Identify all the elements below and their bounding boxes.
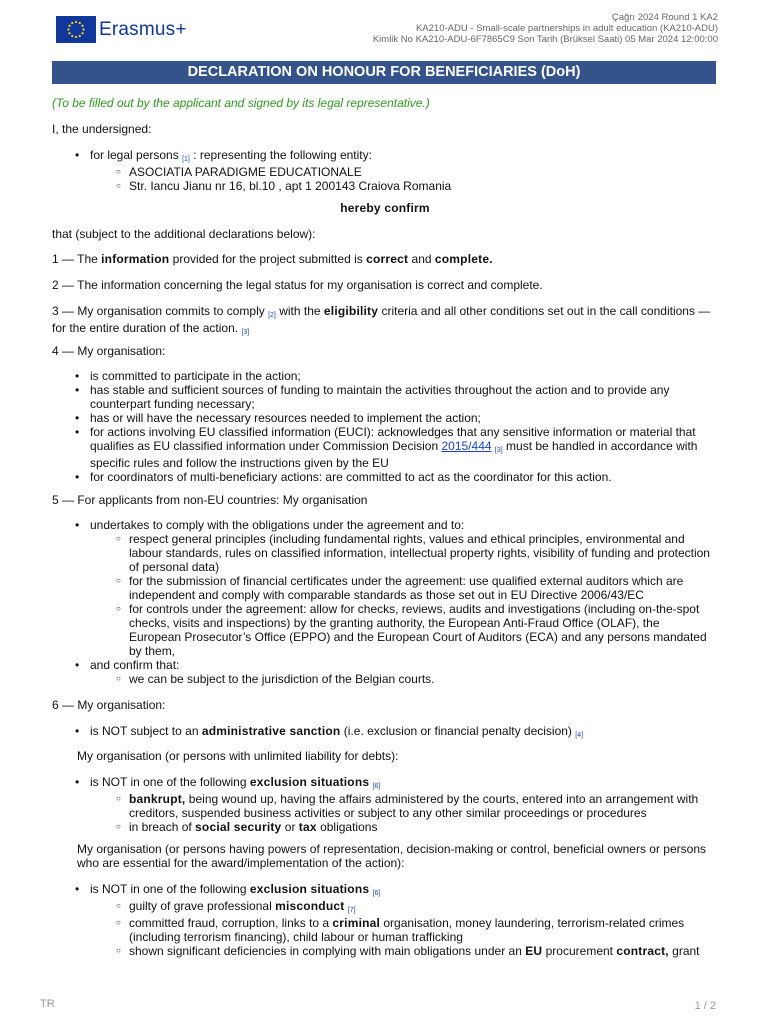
footnote-ref[interactable]: [7]	[347, 907, 356, 914]
d6-bold: administrative sanction	[201, 724, 341, 738]
list-item: • for coordinators of multi-beneficiary actions: are committed to act as the coordinator for this action.	[52, 470, 718, 484]
d6-text: creditors, suspended business activities or subject to any other similar proceedings or procedures	[129, 806, 647, 820]
declaration-6-item-2	[52, 775, 718, 834]
instruction-text: (To be filled out by the applicant and signed by its legal representative.)	[52, 96, 430, 110]
d6-text: shown significant deficiencies in complying with main obligations under an	[129, 944, 526, 958]
d3-text: for the entire duration of the action.	[52, 321, 242, 335]
declaration-5-head: 5 — For applicants from non-EU countries: My organisation	[52, 493, 368, 507]
d6-text: or	[281, 820, 299, 834]
d4-line: • for actions involving EU classified information (EUCI): acknowledges that any sensitive information or material that	[90, 425, 696, 439]
list-item: • is committed to participate in the action;	[52, 369, 718, 383]
list-item: • undertakes to comply with the obligations under the agreement and to:	[52, 518, 718, 532]
footer-language: TR	[40, 998, 55, 1010]
declaration-4-head: 4 — My organisation:	[52, 344, 166, 358]
d6-bold: exclusion situations	[249, 882, 370, 896]
footnote-ref[interactable]: [2]	[268, 312, 276, 319]
eu-flag-icon	[56, 16, 96, 43]
d3-text: 3 — My organisation commits to comply	[52, 304, 269, 318]
page-number: 1 / 2	[694, 1000, 716, 1012]
d5-line: ○ for the submission of financial certificates under the agreement: use qualified external auditors which are	[129, 574, 684, 588]
declaration-6-item-1	[52, 724, 718, 741]
d6-text: committed fraud, corruption, links to a	[129, 916, 333, 930]
d6-text: organisation, money laundering, terrorism-related crimes	[380, 916, 685, 930]
d5-line: checks, visits and inspections) by the granting authority, the European Anti-Fraud Office (OLAF), the	[129, 616, 660, 630]
sub-item	[52, 792, 718, 820]
confirm-heading	[52, 201, 718, 215]
d1-text: and	[408, 252, 435, 266]
list-item: • and confirm that:	[52, 658, 718, 672]
d6-bold: exclusion situations	[249, 775, 370, 789]
legal-intro: for legal persons	[90, 148, 179, 162]
d6-bold: criminal	[332, 916, 381, 930]
document-title: DECLARATION ON HONOUR FOR BENEFICIARIES (DoH)	[52, 61, 716, 84]
d6-text: is NOT in one of the following	[90, 775, 250, 789]
d4-line: qualifies as EU classified information under Commission Decision	[90, 439, 442, 453]
d5-line: ○ for controls under the agreement: allow for checks, reviews, audits and investigations (including on-the-spot	[129, 602, 700, 616]
d6-text: procurement	[542, 944, 617, 958]
d6-bold: EU	[525, 944, 543, 958]
call-action: KA210-ADU - Small-scale partnerships in adult education (KA210-ADU)	[415, 23, 718, 34]
d1-bold: information	[101, 252, 170, 266]
list-item	[52, 383, 718, 411]
page-header	[52, 10, 718, 50]
d6-bold: misconduct	[275, 899, 345, 913]
call-info	[373, 12, 718, 45]
undersigned-text: I, the undersigned:	[52, 122, 152, 136]
d5-line: of personal data)	[129, 560, 220, 574]
declaration-6-item-3	[52, 882, 718, 958]
entity-name: ○ ASOCIATIA PARADIGME EDUCATIONALE	[52, 165, 718, 179]
d6-paragraph-1: My organisation (or persons with unlimited liability for debts):	[77, 749, 399, 763]
d1-text: provided for the project submitted is	[169, 252, 367, 266]
footnote-ref[interactable]: [3]	[241, 329, 250, 336]
d6-text: My organisation (or persons having powers of representation, decision-making or control, beneficial owners or persons	[77, 842, 706, 856]
declaration-4-list	[52, 369, 718, 484]
d6-text: obligations	[316, 820, 378, 834]
legal-person-list	[52, 148, 718, 193]
d6-text: in breach of	[129, 820, 196, 834]
d1-bold: complete.	[434, 252, 493, 266]
footnote-ref[interactable]: [4]	[575, 732, 584, 739]
d6-text: who are essential for the award/implementation of the action):	[77, 856, 405, 870]
d6-bold: social security	[195, 820, 282, 834]
list-item	[52, 148, 718, 165]
call-round: Çağrı 2024 Round 1 KA2	[611, 12, 718, 23]
declaration-2: 2 — The information concerning the legal status for my organisation is correct and complete.	[52, 278, 543, 292]
declaration-6-head: 6 — My organisation:	[52, 698, 166, 712]
sub-item	[52, 916, 718, 944]
list-item	[52, 724, 718, 741]
brand-name: Erasmus+	[99, 18, 187, 40]
d1-text: 1 — The	[52, 252, 102, 266]
erasmus-logo	[56, 16, 187, 43]
list-item	[52, 425, 718, 470]
legal-intro-rest: : representing the following entity:	[189, 148, 372, 162]
d6-text: guilty of grave professional	[129, 899, 276, 913]
d6-text: (i.e. exclusion or financial penalty decision)	[340, 724, 576, 738]
d4-line: specific rules and follow the instructions given by the EU	[90, 456, 389, 470]
d3-bold: eligibility	[323, 304, 379, 318]
d6-text: being wound up, having the affairs administered by the courts, entered into an arrangement with	[185, 792, 699, 806]
d5-line: labour standards, rules on classified information, intellectual property rights, visibility of funding and protection	[129, 546, 710, 560]
footnote-ref[interactable]: [3]	[494, 447, 503, 454]
d6-bold: bankrupt,	[129, 792, 186, 806]
declaration-3	[52, 304, 718, 338]
d5-line: by them,	[129, 644, 176, 658]
call-id-deadline: Kimlik No KA210-ADU-6F7865C9 Son Tarih (Brüksel Saati) 05 Mar 2024 12:00:00	[372, 34, 718, 45]
d5-line: independent and comply with comparable standards as those set out in EU Directive 2006/43/EC	[129, 588, 644, 602]
d5-line: ○ respect general principles (including fundamental rights, values and ethical principles, environmental and	[129, 532, 685, 546]
declaration-1	[52, 252, 718, 266]
declaration-5-list	[52, 518, 718, 686]
subject-text: that (subject to the additional declarations below):	[52, 227, 316, 241]
d6-text: (including terrorism financing), child labour or human trafficking	[129, 930, 463, 944]
d6-text: grant	[668, 944, 700, 958]
d3-text: with the	[275, 304, 324, 318]
d4-line: counterpart funding necessary;	[90, 397, 255, 411]
d6-paragraph-2	[52, 842, 718, 870]
d1-bold: correct	[366, 252, 409, 266]
sub-item	[52, 820, 718, 834]
footnote-ref[interactable]: [1]	[182, 156, 190, 163]
list-item: • has or will have the necessary resources needed to implement the action;	[52, 411, 718, 425]
d3-text: criteria and all other conditions set out in the call conditions —	[378, 304, 711, 318]
d6-text: is NOT in one of the following	[90, 882, 250, 896]
sub-item	[52, 899, 718, 916]
d4-line: must be handled in accordance with	[502, 439, 698, 453]
d4-line: • has stable and sufficient sources of funding to maintain the activities throughout the action and to provide any	[90, 383, 670, 397]
entity-address: ○ Str. Iancu Jianu nr 16, bl.10 , apt 1 200143 Craiova Romania	[52, 179, 718, 193]
footnote-ref[interactable]: [6]	[372, 783, 381, 790]
d6-bold: contract,	[616, 944, 669, 958]
sub-item	[52, 574, 718, 602]
sub-item	[52, 532, 718, 574]
sub-item	[52, 944, 718, 958]
d6-text: is NOT subject to an	[90, 724, 202, 738]
list-item	[52, 882, 718, 899]
decision-link[interactable]: 2015/444	[441, 439, 492, 453]
sub-item	[52, 602, 718, 658]
sub-item: ○ we can be subject to the jurisdiction of the Belgian courts.	[52, 672, 718, 686]
confirm-text: hereby confirm	[340, 201, 430, 215]
d5-line: European Prosecutor’s Office (EPPO) and the European Court of Auditors (ECA) and any persons mandated	[129, 630, 707, 644]
footnote-ref[interactable]: [6]	[372, 890, 381, 897]
list-item	[52, 775, 718, 792]
d6-bold: tax	[298, 820, 317, 834]
